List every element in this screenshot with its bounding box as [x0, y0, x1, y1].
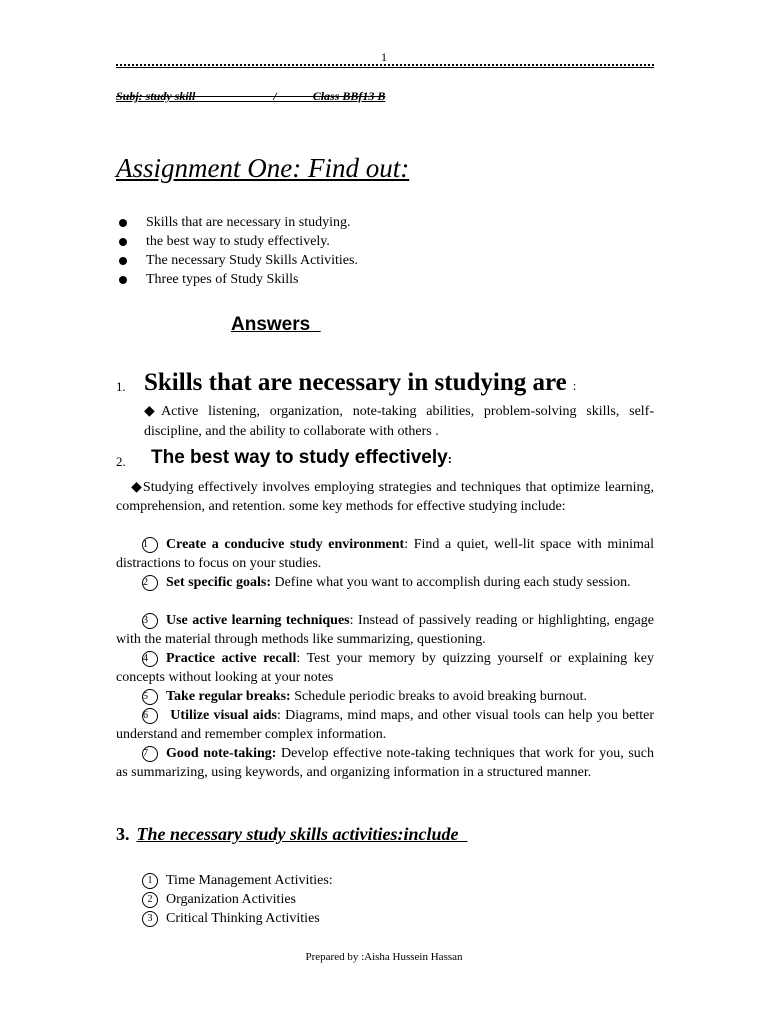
- assignment-title: Assignment One: Find out:: [116, 153, 410, 183]
- section-1-colon: :: [572, 378, 577, 393]
- section-1-title-text: Skills that are necessary in studying are: [144, 369, 567, 396]
- list-item: 2 Organization Activities: [142, 890, 333, 909]
- circled-number-icon: 4: [142, 651, 158, 667]
- circled-number-icon: 5: [142, 689, 158, 705]
- circled-number-icon: 2: [142, 892, 158, 908]
- section-1-body: ◆Active listening, organization, note-taking abilities, problem-solving skills, self-discipline, and the ability to collaborate with others .: [144, 404, 654, 439]
- bullet-icon: [119, 257, 127, 265]
- list-item: 2 Set specific goals: Define what you want to accomplish during each study session.: [143, 575, 631, 590]
- list-item: 3 Use active learning techniques: Instead of passively reading or highlighting, engage with the material through methods like summarizing, questioning.: [116, 613, 654, 647]
- circled-number-icon: 6: [142, 708, 158, 724]
- circled-number-icon: 3: [142, 613, 158, 629]
- section-3-list: [142, 871, 333, 928]
- section-3-title-text: The necessary study skills activities:include: [136, 824, 468, 844]
- page-number: 1: [381, 50, 387, 64]
- section-3-title: [116, 824, 467, 845]
- assignment-bullet-list: [116, 213, 358, 289]
- list-item: [116, 232, 358, 251]
- list-item: 1 Time Management Activities:: [142, 871, 333, 890]
- subject-line: Subj: study skill / Class BBf13 B: [116, 89, 386, 103]
- list-item: 5 Take regular breaks: Schedule periodic breaks to avoid breaking burnout.: [143, 689, 587, 704]
- section-1-title: [144, 369, 576, 397]
- bullet-icon: [119, 238, 127, 246]
- list-item: [116, 251, 358, 270]
- bullet-text: the best way to study effectively.: [146, 234, 330, 249]
- answers-heading: Answers: [231, 314, 321, 335]
- section-2-number: 2.: [116, 454, 126, 469]
- section-1-number: 1.: [116, 379, 126, 394]
- circled-number-icon: 1: [142, 537, 158, 553]
- list-item: [116, 270, 358, 289]
- list-item: 1 Create a conducive study environment: Find a quiet, well-lit space with minimal distractions to focus on your studies.: [116, 537, 654, 571]
- circled-number-icon: 1: [142, 873, 158, 889]
- bullet-text: The necessary Study Skills Activities.: [146, 253, 358, 268]
- section-2-title: [151, 447, 452, 469]
- list-item: [116, 213, 358, 232]
- bullet-icon: [119, 219, 127, 227]
- footer-prepared-by: Prepared by :Aisha Hussein Hassan: [305, 951, 463, 963]
- section-2-title-text: The best way to study effectively: [151, 447, 448, 468]
- header-dotted-rule: [116, 64, 654, 66]
- list-item: 4 Practice active recall: Test your memory by quizzing yourself or explaining key concepts without looking at your notes: [116, 651, 655, 685]
- bullet-text: Three types of Study Skills: [146, 272, 299, 287]
- header-solid-rule: [116, 67, 654, 68]
- list-item: 7 Good note-taking: Develop effective note-taking techniques that work for you, such as summarizing, using keywords, and organizing information in a structured manner.: [116, 746, 654, 780]
- circled-number-icon: 2: [142, 575, 158, 591]
- bullet-icon: [119, 276, 127, 284]
- circled-number-icon: 7: [142, 746, 158, 762]
- list-item: 3 Critical Thinking Activities: [142, 909, 333, 928]
- list-item: 6 Utilize visual aids: Diagrams, mind maps, and other visual tools can help you better understand and remember complex information.: [116, 708, 654, 742]
- circled-number-icon: 3: [142, 911, 158, 927]
- section-2-colon: :: [447, 451, 453, 466]
- section-3-number: 3.: [116, 824, 130, 844]
- section-2-intro: ◆Studying effectively involves employing strategies and techniques that optimize learning, comprehension, and retention. some key methods for effective studying include:: [116, 480, 654, 514]
- bullet-text: Skills that are necessary in studying.: [146, 215, 351, 230]
